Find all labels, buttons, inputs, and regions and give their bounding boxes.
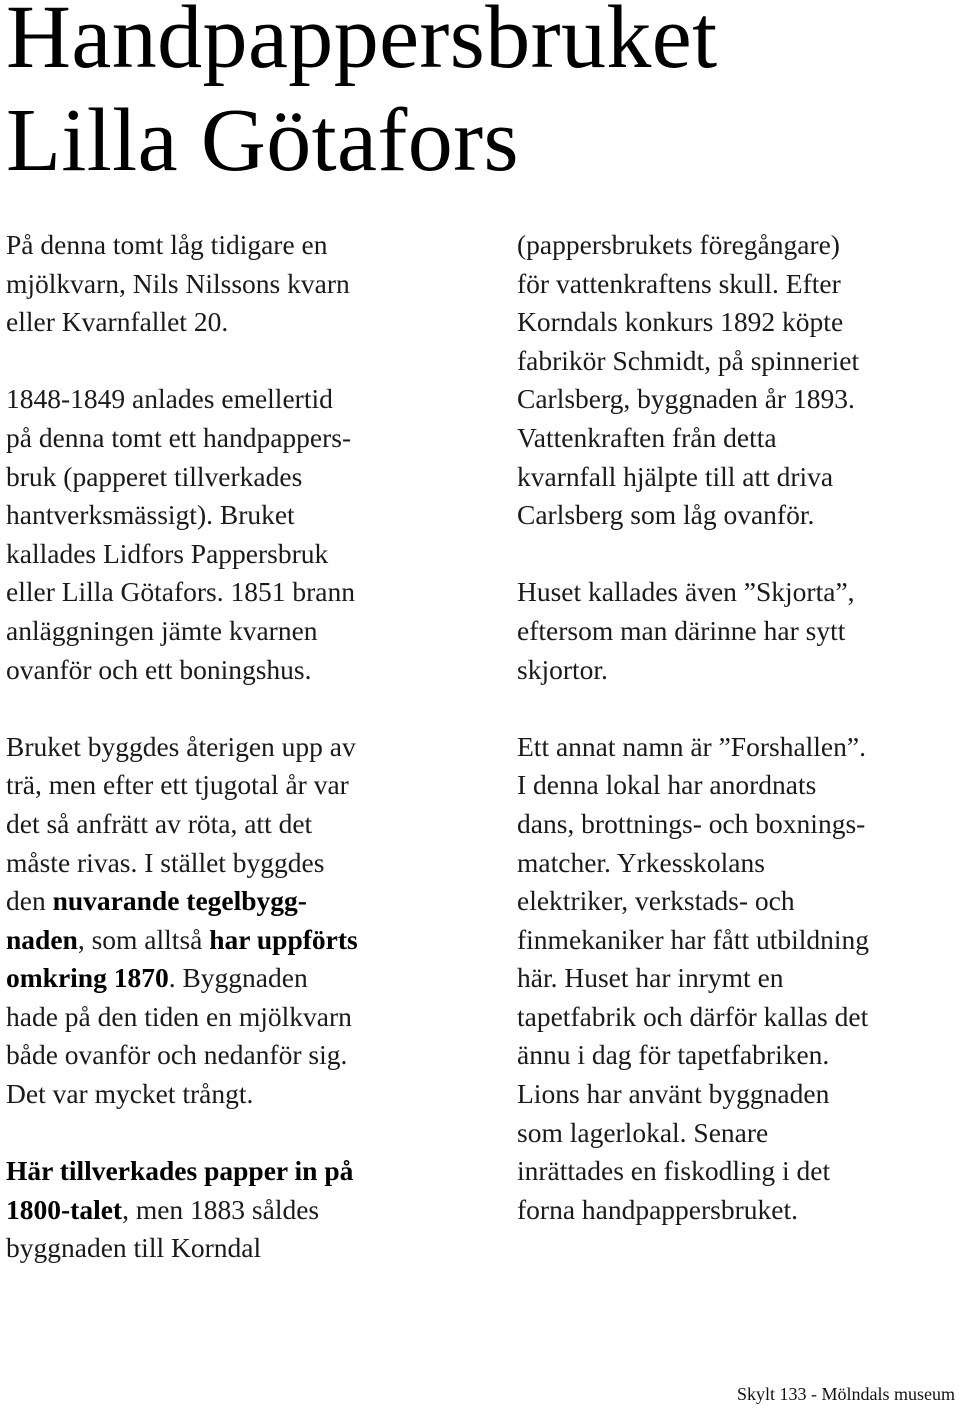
text-line: Carlsberg som låg ovanför.	[517, 499, 815, 531]
text-line	[6, 1152, 476, 1191]
text-line	[6, 1191, 476, 1230]
text-line: tapetfabrik och därför kallas det	[517, 1000, 869, 1032]
text-line: anläggningen jämte kvarnen	[6, 614, 318, 646]
text-line: skjortor.	[517, 653, 608, 685]
text-line: Huset kallades även ”Skjorta”,	[517, 576, 855, 608]
bold-text: 1800-talet	[6, 1193, 123, 1225]
text-line: som lagerlokal. Senare	[517, 1116, 769, 1148]
text-line: Lions har använt byggnaden	[517, 1078, 830, 1110]
text-line: 1848-1849 anlades emellertid	[6, 383, 333, 415]
paragraph-forshallen	[517, 728, 957, 1230]
page-title	[6, 0, 718, 192]
text-line	[6, 959, 476, 998]
paragraph-mill-history	[6, 226, 476, 342]
paragraph-skjorta	[517, 573, 957, 689]
text-line: bruk (papperet tillverkades	[6, 460, 303, 492]
text-run: , som alltså	[77, 923, 210, 955]
text-line: på denna tomt ett handpappers-	[6, 421, 352, 453]
text-line: På denna tomt låg tidigare en	[6, 229, 328, 260]
bold-text: naden	[6, 923, 78, 955]
paragraph-rebuilding	[6, 728, 476, 1114]
paragraph-paper-production	[6, 1152, 476, 1268]
text-line: I denna lokal har anordnats	[517, 769, 817, 801]
bold-text: nuvarande tegelbygg-	[52, 885, 307, 917]
text-line: trä, men efter ett tjugotal år var	[6, 769, 349, 801]
title-line-1: Handpappersbruket	[6, 0, 718, 87]
text-line: Det var mycket trångt.	[6, 1078, 254, 1110]
text-line: kallades Lidfors Pappersbruk	[6, 537, 329, 569]
text-line: här. Huset har inrymt en	[517, 962, 784, 994]
text-line: hantverksmässigt). Bruket	[6, 499, 295, 531]
paragraph-carlsberg	[517, 226, 957, 535]
bold-text: har uppförts	[209, 923, 358, 955]
bold-text: omkring 1870	[6, 962, 169, 994]
text-line: det så anfrätt av röta, att det	[6, 807, 313, 839]
text-line: för vattenkraftens skull. Efter	[517, 267, 841, 299]
title-line-2: Lilla Götafors	[6, 91, 519, 190]
left-column	[6, 226, 476, 1268]
text-line: dans, brottnings- och boxnings-	[517, 807, 866, 839]
text-line: Bruket byggdes återigen upp av	[6, 730, 356, 762]
text-line: måste rivas. I stället byggdes	[6, 846, 325, 878]
text-line: inrättades en fiskodling i det	[517, 1155, 831, 1187]
right-column	[517, 226, 957, 1229]
text-line: hade på den tiden en mjölkvarn	[6, 1000, 352, 1032]
text-line: fabrikör Schmidt, på spinneriet	[517, 344, 860, 376]
text-line: elektriker, verkstads- och	[517, 885, 795, 917]
sign-footer: Skylt 133 - Mölndals museum	[736, 1384, 955, 1404]
text-line: Vattenkraften från detta	[517, 421, 777, 453]
text-line: ovanför och ett boningshus.	[6, 653, 312, 685]
text-line: Korndals konkurs 1892 köpte	[517, 306, 844, 338]
text-line	[6, 921, 476, 960]
text-line	[6, 882, 476, 921]
text-line: Ett annat namn är ”Forshallen”.	[517, 730, 866, 762]
text-line: matcher. Yrkesskolans	[517, 846, 765, 878]
text-run: . Byggnaden	[168, 962, 308, 994]
text-line: byggnaden till Korndal	[6, 1232, 262, 1264]
bold-text: Här tillverkades papper in på	[6, 1155, 354, 1187]
text-run: , men 1883 såldes	[122, 1193, 320, 1225]
text-line: mjölkvarn, Nils Nilssons kvarn	[6, 267, 350, 299]
paragraph-paper-mill-founding	[6, 380, 476, 689]
text-line: forna handpappersbruket.	[517, 1193, 799, 1225]
text-line: eller Kvarnfallet 20.	[6, 306, 229, 338]
text-line: både ovanför och nedanför sig.	[6, 1039, 348, 1071]
text-line: eller Lilla Götafors. 1851 brann	[6, 576, 355, 608]
text-line: eftersom man därinne har sytt	[517, 614, 846, 646]
text-line: (pappersbrukets föregångare)	[517, 229, 840, 260]
text-run: den	[6, 885, 53, 917]
text-line: Carlsberg, byggnaden år 1893.	[517, 383, 855, 415]
text-line: ännu i dag för tapetfabriken.	[517, 1039, 830, 1071]
text-line: kvarnfall hjälpte till att driva	[517, 460, 834, 492]
text-line: finmekaniker har fått utbildning	[517, 923, 870, 955]
